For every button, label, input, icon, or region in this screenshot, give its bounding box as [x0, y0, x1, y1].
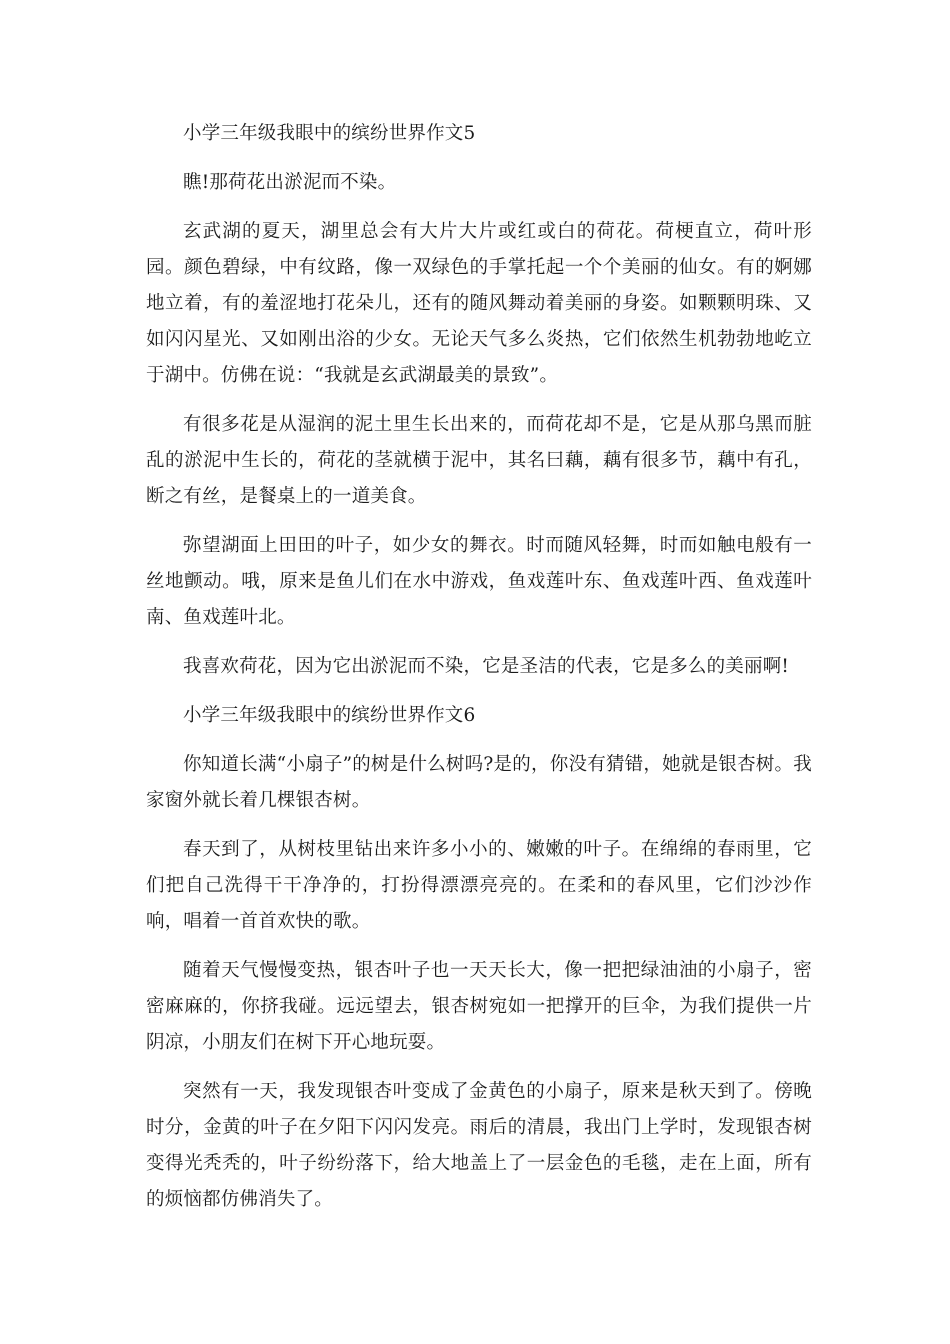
paragraph: 有很多花是从湿润的泥土里生长出来的，而荷花却不是，它是从那乌黑而脏乱的淤泥中生长的，荷花的茎就横于泥中，其名曰藕，藕有很多节，藕中有孔，断之有丝，是餐桌上的一道美食。: [146, 414, 812, 507]
paragraph: 你知道长满“小扇子”的树是什么树吗?是的，你没有猜错，她就是银杏树。我家窗外就长着几棵银杏树。: [146, 754, 812, 811]
paragraph: 玄武湖的夏天，湖里总会有大片大片或红或白的荷花。荷梗直立，荷叶形园。颜色碧绿，中有纹路，像一双绿色的手掌托起一个个美丽的仙女。有的婀娜地立着，有的羞涩地打花朵儿，还有的随风舞动着美丽的身姿。如颗颗明珠、又如闪闪星光、又如刚出浴的少女。无论天气多么炎热，它们依然生机勃勃地屹立于湖中。仿佛在说：“我就是玄武湖最美的景致”。: [146, 221, 812, 386]
paragraph: 弥望湖面上田田的叶子，如少女的舞衣。时而随风轻舞，时而如触电般有一丝地颤动。哦，原来是鱼儿们在水中游戏，鱼戏莲叶东、鱼戏莲叶西、鱼戏莲叶南、鱼戏莲叶北。: [146, 535, 812, 628]
essay-title: 小学三年级我眼中的缤纷世界作文6: [183, 705, 476, 726]
document-body: [146, 116, 812, 1231]
essay-title: 小学三年级我眼中的缤纷世界作文5: [183, 123, 476, 144]
paragraph: 随着天气慢慢变热，银杏叶子也一天天长大，像一把把绿油油的小扇子，密密麻麻的，你挤我碰。远远望去，银杏树宛如一把撑开的巨伞，为我们提供一片阴凉，小朋友们在树下开心地玩耍。: [146, 960, 812, 1053]
paragraph: 春天到了，从树枝里钻出来许多小小的、嫩嫩的叶子。在绵绵的春雨里，它们把自己洗得干干净净的，打扮得漂漂亮亮的。在柔和的春风里，它们沙沙作响，唱着一首首欢快的歌。: [146, 839, 812, 932]
paragraph: 我喜欢荷花，因为它出淤泥而不染，它是圣洁的代表，它是多么的美丽啊!: [183, 656, 790, 677]
paragraph: 瞧!那荷花出淤泥而不染。: [183, 172, 397, 193]
paragraph: 突然有一天，我发现银杏叶变成了金黄色的小扇子，原来是秋天到了。傍晚时分，金黄的叶子在夕阳下闪闪发亮。雨后的清晨，我出门上学时，发现银杏树变得光秃秃的，叶子纷纷落下，给大地盖上了一层金色的毛毯，走在上面，所有的烦恼都仿佛消失了。: [146, 1081, 812, 1210]
